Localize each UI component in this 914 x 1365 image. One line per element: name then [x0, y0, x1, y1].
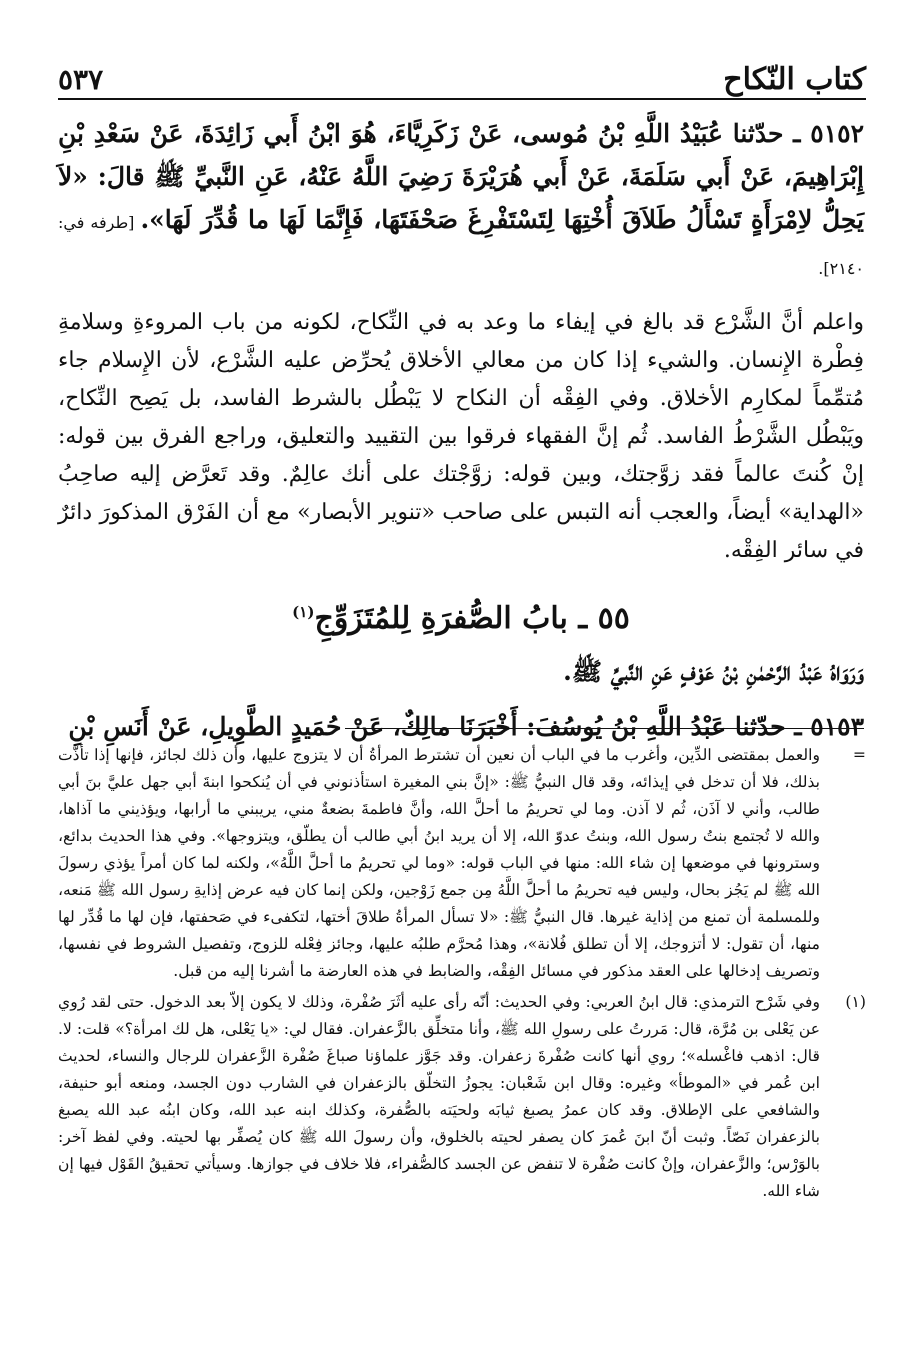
main-text [58, 112, 864, 758]
page-number: ٥٣٧ [58, 63, 104, 96]
footnote-reference: (١) [292, 603, 315, 621]
hadith-text: ـ حدّثنا عُبَيْدُ اللَّهِ بْنُ مُوسى، عَنْ زَكَرِيَّاءَ، هُوَ ابْنُ أَبي زَائِدَةَ، عَنْ سَعْدِ بْنِ إِبْرَاهِيمَ، عَنْ أَبي سَلَمَةَ، عَنْ أَبي هُرَيْرَةَ رَضِيَ اللَّهُ عَنْهُ، عَنِ النَّبيِّ ﷺ قالَ: «لاَ يَحِلُّ لاِمْرَأَةٍ تَسْأَلُ طَلاَقَ أُخْتِهَا لِتَسْتَفْرِغَ صَحْفَتَهَا، فَإِنَّمَا لَهَا ما قُدِّرَ لَهَا». [58, 119, 865, 234]
footnote-continuation [58, 742, 866, 985]
footnote-marker: = [852, 746, 866, 764]
footnote-text: والعمل بمقتضى الدِّين، وأغرب ما في الباب أن نعين أن تشترط المرأةُ أن لا يتزوج عليها، وأن ذلك لجائز، فإنها إذا تأذَّت بذلك، فلا أن تدخل في إيذائه، وقد قال النبيُّ ﷺ: «إنَّ بني المغيرة استأذنوني في أن يُنكحوا ابنةَ أبي جهل عليَّ بنَ أبي طالب، وأني لا آذَن، ثُم لا آذن. وما لي تحريمُ ما أحلَّ الله، وأنَّ فاطمةَ بضعةٌ مني، يريبني ما أرابها، ويؤذيني ما آذاها، والله لا تُجتمع بنتُ رسول الله، وبنتُ عدوّ الله، إلا أن يريد ابنُ أبي طالب أن يطلّق، ويتزوجها». وفي هذا الحديث بدائع، وسترونها في موضعها إن شاء الله: منها في الباب قوله: «وما لي تحريمُ ما أحلَّ اللَّهُ»، ولكنه لما كان أمراً يؤذي رسولَ الله ﷺ لم يَجُز بحال، وليس فيه تحريمُ ما أحلَّ اللَّهُ مِن جمع زَوْجين، ولكن إنما كان فيه عرض إذايةِ رسول الله ﷺ مَنعه، وللمسلمة أن تمنع من إذاية غيرها. قال النبيُّ ﷺ: «لا تسأل المرأةُ طلاقَ أختها، لتكفىء في صَحفتها، فإن لها ما قُدِّر لها منها، أن تقول: لا أتزوجك، إلا أن تطلق فُلانة»، وهذا مُحرَّم طلبُه عليها، وجائز فِعْله للزوج، وتفصيل الشروط في نفسها، وتصريف إدخالها على العقد مذكور في مسائل الفِقْه، والضابط في هذه العارضة ما أشرنا إليه من قبل. [58, 746, 820, 980]
chapter-title: ـ بابُ الصُّفرَةِ لِلمُتَزَوِّجِ [314, 601, 598, 636]
footnote-text: وفي شَرْح الترمذي: قال ابنُ العربي: وفي الحديث: أنّه رأى عليه أثَرَ صُفْرة، وذلك لا يكون إلاّ بعد الدخول. حتى لقد رُوي عن يَعْلى بن مُرَّة، قال: مَررتُ على رسولِ الله ﷺ، وأنا متخلِّق بالزَّعفران. فقال لي: «يا يَعْلى، هل لك امرأة؟» قلت: لا. قال: اذهب فاغْسله»؛ روي أنها كانت صُفْرةَ زعفران. وقد جَوَّز علماؤنا صباغَ صُفْرة الزَّعفران للرجال والنساء، لحديث ابن عُمر في «الموطأ» وغيره: وقال ابن شَعْبان: يجوزُ التخلّق بالزعفران في الشارب دون الجسد، ومنعه أبو حنيفة، والشافعي على الإطلاق. وقد كان عمرُ يصبغ ثيابَه ولحيَته بالصُّفرة، وكذلك ابنه عبد الله، وكان ابنُه عبد الله يصبغ بالزعفران نَصّاً. وثبت أنّ ابنَ عُمرَ كان يصفر لحيته بالخلوق، وأن رسولَ الله ﷺ كان يُصفِّر بها لحيته. وفي لفظ آخر: بالوَرْس؛ والزَّعفران، وإنْ كانت صُفْرة لا تنفض عن الجسد كالصُّفراء، فلا خلاف في جوازها. وسيأتي تحقيقُ القَوْل فيها إن شاء الله. [58, 993, 820, 1200]
footnote-divider [345, 728, 864, 729]
cross-reference: [طرفه في: ٢١٤٠]. [58, 213, 864, 278]
hadith-5152 [58, 112, 864, 290]
footnote-1 [58, 989, 866, 1205]
hadith-number: ٥١٥٣ [810, 712, 864, 741]
chapter-heading [58, 588, 864, 643]
page-header [58, 56, 866, 100]
commentary-paragraph: واعلم أنَّ الشَّرْع قد بالغ في إيفاء ما وعد به في النِّكاح، لكونه من باب المروءةِ وسلامةِ فِطْرة الإِنسان. والشيء إذا كان من معالي الأخلاق يُحرِّض عليه الشَّرْع، لأن الإِسلام جاء مُتمِّماً لمكارِم الأخلاق. وفي الفِقْه أن النكاح لا يَبْطُل بالشرط الفاسد، بل يَصِح النِّكاح، ويَبْطُل الشَّرْطُ الفاسد. ثُم إنَّ الفقهاء فرقوا بين التقييد والتعليق، وراجع الفرق بين قوله: إنْ كُنتَ عالماً فقد زوَّجتك، وبين قوله: زوَّجْتك على أنك عالِمٌ. وقد تَعرَّض إليه صاحِبُ «الهداية» أيضاً، والعجب أنه التبس على صاحب «تنوير الأبصار» مع أن الفَرْق المذكورَ دائرٌ في سائر الفِقْه. [58, 310, 864, 563]
running-title: كتاب النّكاح [723, 62, 866, 97]
riwaya-line: وَرَوَاهُ عَبْدُ الرَّحْمٰنِ بْنُ عَوْفٍ عَنِ النَّبيِّ ﷺ. [563, 657, 864, 686]
hadith-number: ٥١٥٢ [810, 119, 864, 148]
chapter-number: ٥٥ [597, 601, 630, 636]
footnote-marker: (١) [845, 993, 866, 1011]
hadith-text: ـ حدّثنا عَبْدُ اللَّهِ بْنُ يُوسُفَ: أَخْبَرَنَا مالِكٌ، عَنْ حُمَيدٍ الطَّوِيلِ، عَنْ أَنَسِ بْنِ [68, 712, 811, 741]
footnotes [58, 742, 866, 1209]
